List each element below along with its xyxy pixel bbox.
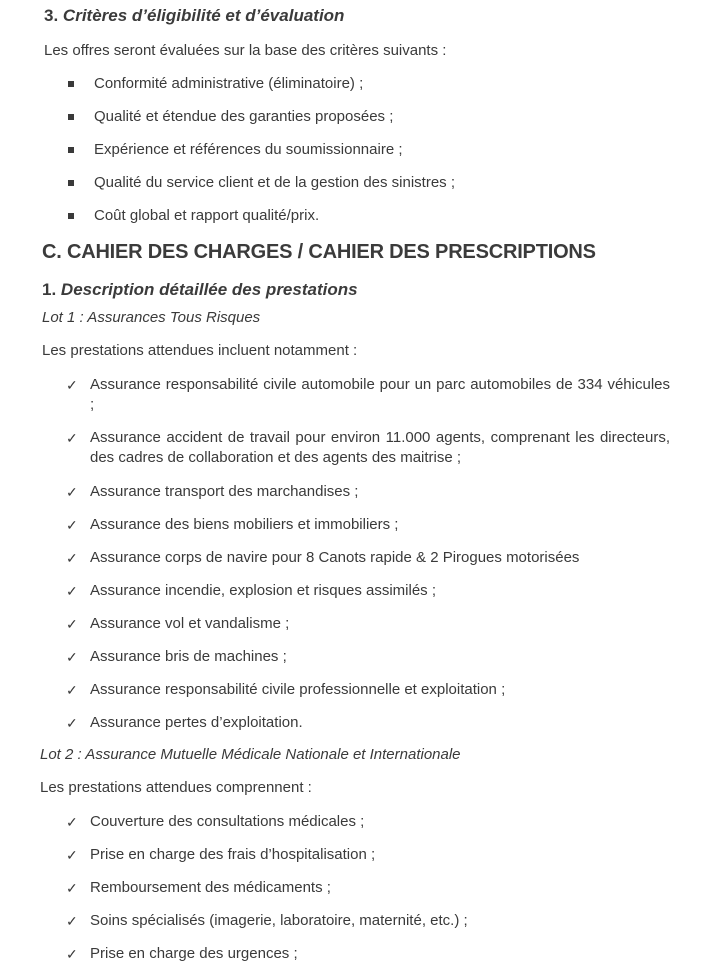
section-1-number: 1. [42,280,57,299]
check-mark-icon: ✓ [66,550,78,566]
criteria-item [66,141,403,158]
section-c-heading: C. CAHIER DES CHARGES / CAHIER DES PRESCRIPTIONS [42,241,596,263]
criteria-text: Qualité et étendue des garanties proposées ; [94,108,394,125]
lot-2-item [66,845,670,865]
check-mark-icon: ✓ [66,430,78,446]
lot-1-item-text: Assurance des biens mobiliers et immobiliers ; [90,516,399,533]
lot-1-item-text: Assurance accident de travail pour environ 11.000 agents, comprenant les directeurs, des cadres de collaboration et des agents des maitrise ; [90,429,670,466]
check-mark-icon: ✓ [66,682,78,698]
lot-2-title: Lot 2 : Assurance Mutuelle Médicale Nationale et Internationale [40,746,461,763]
check-mark-icon: ✓ [66,715,78,731]
lot-1-item [66,581,670,601]
lot-2-intro: Les prestations attendues comprennent : [40,779,312,796]
lot-1-intro: Les prestations attendues incluent notamment : [42,342,358,359]
lot-1-title: Lot 1 : Assurances Tous Risques [42,309,261,326]
lot-1-item [66,548,670,568]
lot-2-item [66,812,670,832]
lot-1-item [66,680,670,700]
check-mark-icon: ✓ [66,583,78,599]
lot-1-item [66,482,670,502]
lot-2-item-text: Couverture des consultations médicales ; [90,813,365,830]
section-1-title: Description détaillée des prestations [60,280,358,299]
check-mark-icon: ✓ [66,377,78,393]
criteria-item [66,75,363,92]
check-mark-icon: ✓ [66,847,78,863]
lot-2-item-text: Soins spécialisés (imagerie, laboratoire, maternité, etc.) ; [90,912,468,929]
square-bullet-icon [68,213,74,219]
lot-2-item-text: Remboursement des médicaments ; [90,879,331,896]
criteria-item [66,207,319,224]
section-3-title: Critères d’éligibilité et d’évaluation [62,6,345,25]
lot-1-item-text: Assurance responsabilité civile automobile pour un parc automobiles de 334 véhicules ; [90,376,670,413]
criteria-item [66,174,455,191]
square-bullet-icon [68,81,74,87]
lot-1-item-text: Assurance vol et vandalisme ; [90,615,290,632]
lot-1-item-text: Assurance bris de machines ; [90,648,287,665]
check-mark-icon: ✓ [66,814,78,830]
lot-1-item [66,515,670,535]
section-3-heading [44,6,344,26]
lot-1-item-text: Assurance pertes d’exploitation. [90,714,303,731]
check-mark-icon: ✓ [66,946,78,962]
check-mark-icon: ✓ [66,484,78,500]
lot-1-item [66,614,670,634]
section-3-intro: Les offres seront évaluées sur la base des critères suivants : [44,42,447,59]
criteria-text: Qualité du service client et de la gestion des sinistres ; [94,174,456,191]
lot-1-item-text: Assurance corps de navire pour 8 Canots rapide & 2 Pirogues motorisées [90,549,580,566]
check-mark-icon: ✓ [66,880,78,896]
lot-1-item [66,375,670,415]
lot-1-item [66,428,670,468]
square-bullet-icon [68,147,74,153]
lot-2-item-text: Prise en charge des frais d’hospitalisation ; [90,846,376,863]
check-mark-icon: ✓ [66,913,78,929]
lot-2-item [66,944,670,964]
lot-2-item [66,878,670,898]
check-mark-icon: ✓ [66,649,78,665]
square-bullet-icon [68,180,74,186]
criteria-text: Coût global et rapport qualité/prix. [94,207,320,224]
square-bullet-icon [68,114,74,120]
section-3-number: 3. [44,6,59,25]
criteria-text: Conformité administrative (éliminatoire) ; [94,75,364,92]
lot-1-item [66,647,670,667]
check-mark-icon: ✓ [66,517,78,533]
lot-1-item-text: Assurance incendie, explosion et risques assimilés ; [90,582,437,599]
lot-2-item-text: Prise en charge des urgences ; [90,945,298,962]
lot-1-item [66,713,670,733]
lot-1-item-text: Assurance responsabilité civile professionnelle et exploitation ; [90,681,506,698]
criteria-text: Expérience et références du soumissionnaire ; [94,141,403,158]
lot-2-item [66,911,670,931]
lot-1-item-text: Assurance transport des marchandises ; [90,483,359,500]
section-1-heading [42,280,358,300]
criteria-item [66,108,393,125]
check-mark-icon: ✓ [66,616,78,632]
